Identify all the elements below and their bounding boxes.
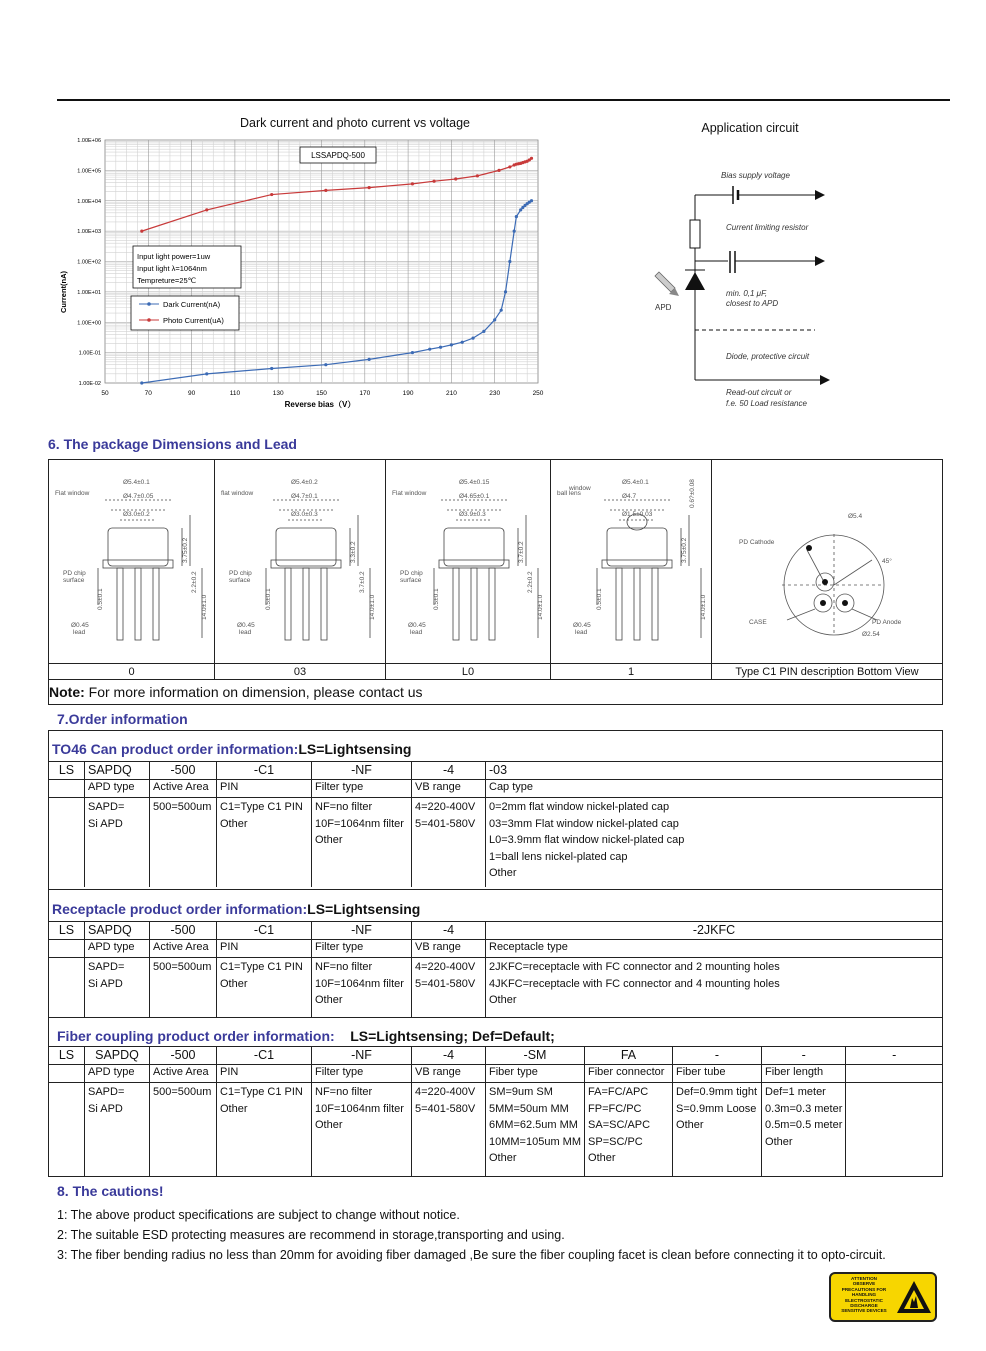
pkg-dim-chip-height: 2.2±0.2: [527, 571, 534, 593]
fiber-title: Fiber coupling product order information:: [57, 1028, 335, 1044]
pkg-dim-cap: Ø4.65±0.1: [459, 493, 490, 500]
y-tick-label: 1.00E+04: [77, 198, 101, 205]
dark-current-point: [519, 208, 522, 211]
x-tick-label: 230: [489, 390, 501, 397]
note-text: For more information on dimension, please contact us: [84, 684, 423, 700]
rec-code-nf: -NF: [312, 922, 412, 940]
fib-vb-2: 5=401-580V: [415, 1102, 476, 1115]
to46-header-active-area: Active Area: [150, 780, 217, 798]
y-tick-label: 1.00E+06: [77, 138, 101, 144]
fib-filter-3: Other: [315, 1119, 343, 1131]
pkg-dim-outer: Ø5.4±0.1: [123, 479, 150, 486]
rec-type-3: Other: [489, 994, 517, 1006]
fib-code-extra: -: [846, 1047, 943, 1065]
package-caption-1: 1: [551, 664, 712, 680]
fib-conn-1: FA=FC/APC: [588, 1086, 649, 1098]
condition-power: Input light power=1uw: [137, 252, 211, 261]
to46-cap-1: 0=2mm flat window nickel-plated cap: [489, 801, 670, 813]
to46-area-1: 500=500um: [153, 801, 212, 813]
chart-title: Dark current and photo current vs voltage: [240, 116, 470, 130]
fib-header-active-area: Active Area: [150, 1065, 217, 1083]
package-drawing-0: [49, 460, 215, 664]
to46-header-apd-type: APD type: [85, 780, 150, 798]
x-tick-label: 210: [445, 390, 457, 397]
to46-vb-1: 4=220-400V: [415, 801, 476, 813]
label-capacitor-1: min. 0,1 μF,: [726, 289, 768, 298]
photo-current-point: [140, 230, 143, 233]
esd-line-5: ELECTROSTATIC: [845, 1297, 883, 1303]
fib-area-1: 500=500um: [153, 1086, 212, 1098]
y-tick-label: 1.00E-01: [78, 350, 101, 357]
photo-current-point: [324, 189, 327, 192]
pkg-dim-flange: 0.5±0.1: [433, 588, 440, 610]
to46-header-vb-range: VB range: [412, 780, 486, 798]
dark-current-point: [140, 381, 143, 384]
pkg-dim-lead-length: 14.0±1.0: [369, 594, 376, 620]
to46-apd-2: Si APD: [88, 817, 123, 830]
pkg-surface-label: surface: [63, 577, 85, 584]
y-tick-label: 1.00E+02: [77, 259, 101, 266]
to46-header-cap-type: Cap type: [486, 780, 943, 798]
photo-current-point: [411, 182, 414, 185]
to46-cap-5: Other: [489, 867, 517, 879]
dark-photo-current-chart: [55, 132, 555, 412]
fib-header-apd-type: APD type: [85, 1065, 150, 1083]
esd-line-1: ATTENTION: [851, 1276, 877, 1281]
dark-current-point: [530, 199, 533, 202]
dark-current-point: [270, 367, 273, 370]
rec-area-1: 500=500um: [153, 961, 212, 973]
photo-current-point: [476, 174, 479, 177]
to46-code-sapdq: SAPDQ: [85, 762, 150, 780]
photo-current-point: [432, 180, 435, 183]
esd-line-6: DISCHARGE: [850, 1303, 878, 1309]
fib-code-4: -4: [412, 1047, 486, 1065]
rec-filter-3: Other: [315, 994, 343, 1006]
pkg-dim-outer: Ø5.4±0.2: [291, 479, 318, 486]
pkg-lead-label: lead: [73, 629, 86, 636]
label-capacitor-2: closest to APD: [726, 299, 779, 308]
pkg-surface-label: surface: [400, 577, 422, 584]
fib-header-filter-type: Filter type: [312, 1065, 412, 1083]
label-apd: APD: [655, 303, 672, 312]
pkg-dim-height: 3.3±0.2: [350, 541, 357, 563]
pkg-window-label: Flat window: [392, 490, 427, 497]
rec-code-2jkfc: -2JKFC: [486, 922, 943, 940]
pkg-dim-cap: Ø4.7: [622, 493, 637, 500]
fib-header-fiber-length: Fiber length: [762, 1065, 846, 1083]
rec-vb-2: 5=401-580V: [415, 977, 476, 990]
pkg-dim-window: Ø3.0±0.3: [291, 511, 318, 518]
to46-title-row: [52, 741, 412, 757]
fib-code-sapdq: SAPDQ: [85, 1047, 150, 1065]
application-circuit-title: Application circuit: [701, 121, 799, 135]
rec-vb-1: 4=220-400V: [415, 961, 476, 973]
receptacle-ls: LS=Lightsensing: [307, 901, 421, 917]
fib-apd-2: Si APD: [88, 1102, 123, 1115]
pkg-dim-window: Ø1.5±0.03: [622, 511, 653, 518]
caution-2: 2: The suitable ESD protecting measures are recommend in storage,transporting and using.: [57, 1228, 565, 1242]
pkg-dim-lead-length: 14.0±1.0: [537, 594, 544, 620]
rec-apd-1: SAPD=: [88, 961, 125, 973]
pkg-window-label: ball lens: [557, 490, 581, 497]
y-tick-label: 1.00E+01: [77, 289, 101, 296]
bottom-view-anode: PD Anode: [872, 619, 902, 626]
dark-current-point: [504, 290, 507, 293]
fib-length-4: Other: [765, 1135, 793, 1148]
pkg-dim-lens-height: 0.6?±0.08: [689, 479, 696, 508]
esd-hand-triangle-icon: [895, 1278, 933, 1316]
photo-current-point: [508, 165, 511, 168]
rec-apd-2: Si APD: [88, 977, 123, 990]
fib-code-c1: -C1: [217, 1047, 312, 1065]
y-tick-label: 1.00E+03: [77, 229, 101, 236]
fib-code-fa: FA: [585, 1047, 673, 1065]
rec-header-pin: PIN: [217, 940, 312, 958]
fib-apd-1: SAPD=: [88, 1086, 125, 1098]
model-box-label: LSSAPDQ-500: [311, 151, 365, 160]
fib-tube-3: Other: [676, 1119, 704, 1131]
dark-current-point: [439, 346, 442, 349]
to46-code-ls: LS: [49, 762, 85, 780]
y-tick-label: 1.00E-02: [78, 381, 101, 387]
label-bias-supply: Bias supply voltage: [721, 171, 790, 180]
header-rule: [57, 99, 950, 101]
rec-type-1: 2JKFC=receptacle with FC connector and 2 mounting holes: [489, 961, 780, 973]
rec-header-vb-range: VB range: [412, 940, 486, 958]
pkg-window-label-2: window: [569, 485, 591, 492]
fib-tube-1: Def=0.9mm tight: [676, 1086, 758, 1098]
esd-line-4: HANDLING: [851, 1292, 877, 1298]
dark-current-point: [508, 260, 511, 263]
pkg-window-label: flat window: [221, 490, 254, 497]
pkg-surface-label: surface: [229, 577, 251, 584]
fiber-ls: LS=Lightsensing; Def=Default;: [350, 1028, 555, 1044]
to46-code-c1: -C1: [217, 762, 312, 780]
pkg-dim-chip-height: 2.2±0.2: [191, 571, 198, 593]
rec-code-c1: -C1: [217, 922, 312, 940]
application-circuit-diagram: [645, 160, 865, 415]
bottom-view-cathode: PD Cathode: [739, 539, 775, 546]
fib-code-length: -: [762, 1047, 846, 1065]
pin-bottom-view: [712, 460, 943, 664]
fib-conn-5: Other: [588, 1152, 616, 1164]
fiber-order-table: [48, 1046, 943, 1177]
fib-type-3: 6MM=62.5um MM: [489, 1119, 578, 1131]
x-tick-label: 70: [144, 390, 152, 397]
rec-header-filter-type: Filter type: [312, 940, 412, 958]
dark-current-point: [513, 230, 516, 233]
to46-header-pin: PIN: [217, 780, 312, 798]
esd-warning-label: [829, 1272, 937, 1322]
pkg-dim-cap: Ø4.7±0.05: [123, 493, 154, 500]
package-caption-l0: L0: [386, 664, 551, 680]
dark-current-point: [411, 351, 414, 354]
pkg-lead-dia: Ø0.45: [408, 622, 426, 629]
to46-pin-1: C1=Type C1 PIN: [220, 801, 303, 813]
fib-type-1: SM=9um SM: [489, 1086, 553, 1098]
label-readout-1: Read-out circuit or: [726, 388, 792, 397]
receptacle-divider: [48, 889, 943, 890]
section-order-info-title: 7.Order information: [57, 711, 188, 727]
dark-current-point: [428, 348, 431, 351]
dark-current-point: [515, 215, 518, 218]
fib-length-2: 0.3m=0.3 meter: [765, 1102, 843, 1115]
dimension-note: [49, 680, 943, 705]
section-package-dimensions-title: 6. The package Dimensions and Lead: [48, 436, 297, 452]
pkg-dim-flange: 0.5±0.1: [97, 588, 104, 610]
legend-photo-current: Photo Current(uA): [163, 316, 224, 325]
to46-header-filter-type: Filter type: [312, 780, 412, 798]
receptacle-title-row: [52, 901, 420, 917]
rec-code-ls: LS: [49, 922, 85, 940]
x-tick-label: 170: [359, 390, 371, 397]
x-tick-label: 250: [532, 390, 544, 397]
to46-code-03: -03: [486, 762, 943, 780]
y-axis-label: Current(nA): [59, 270, 68, 314]
esd-line-7: SENSITIVE DEVICES: [841, 1308, 887, 1314]
condition-wavelength: Input light λ=1064nm: [137, 264, 207, 273]
package-drawing-l0: [386, 460, 551, 664]
dark-current-point: [471, 337, 474, 340]
photo-current-point: [454, 177, 457, 180]
x-tick-label: 90: [187, 390, 196, 397]
note-label: Note:: [49, 684, 85, 700]
pkg-dim-lead-length: 14.0±1.0: [700, 594, 707, 620]
photo-current-point: [205, 208, 208, 211]
pkg-lead-label: lead: [239, 629, 252, 636]
rec-filter-1: NF=no filter: [315, 961, 373, 973]
fiber-title-row: [57, 1028, 555, 1044]
fib-pin-1: C1=Type C1 PIN: [220, 1086, 303, 1098]
pkg-dim-flange: 0.5±0.1: [596, 588, 603, 610]
to46-code-4: -4: [412, 762, 486, 780]
dark-current-point: [450, 343, 453, 346]
pkg-lead-dia: Ø0.45: [237, 622, 255, 629]
to46-title: TO46 Can product order information:: [52, 741, 299, 757]
fib-filter-2: 10F=1064nm filter: [315, 1102, 404, 1115]
caution-3: 3: The fiber bending radius no less than 20mm for avoiding fiber damaged ,Be sure the fiber coupling facet is clean before connecting it to opto-circuit.: [57, 1248, 886, 1262]
pkg-dim-height: 3.7±0.2: [518, 541, 525, 563]
pkg-lead-dia: Ø0.45: [71, 622, 89, 629]
package-dimensions-table: [48, 459, 943, 705]
rec-type-2: 4JKFC=receptacle with FC connector and 4 mounting holes: [489, 977, 780, 990]
rec-header-apd-type: APD type: [85, 940, 150, 958]
package-drawing-1: [551, 460, 712, 664]
pkg-lead-label: lead: [410, 629, 423, 636]
fib-header-fiber-tube: Fiber tube: [673, 1065, 762, 1083]
condition-temperature: Tempreture=25℃: [137, 276, 197, 285]
esd-line-2: OBSERVE: [852, 1281, 876, 1287]
rec-code-4: -4: [412, 922, 486, 940]
dark-current-point: [461, 341, 464, 344]
to46-order-table: [48, 761, 943, 887]
pkg-chip-label: PD chip: [400, 570, 423, 577]
fib-code-sm: -SM: [486, 1047, 585, 1065]
fib-type-4: 10MM=105um MM: [489, 1135, 582, 1148]
to46-filter-3: Other: [315, 834, 343, 846]
y-tick-label: 1.00E+05: [77, 168, 101, 175]
section-cautions-title: 8. The cautions!: [57, 1183, 164, 1199]
fiber-divider: [48, 1017, 943, 1018]
fib-filter-1: NF=no filter: [315, 1086, 373, 1098]
light-arrow-icon: [655, 272, 675, 292]
fib-header-vb-range: VB range: [412, 1065, 486, 1083]
rec-header-receptacle-type: Receptacle type: [486, 940, 943, 958]
fib-code-ls: LS: [49, 1047, 85, 1065]
fib-code-tube: -: [673, 1047, 762, 1065]
label-readout-2: f.e. 50 Load resistance: [726, 399, 807, 408]
pkg-dim-height: 3.75±0.2: [681, 537, 688, 563]
to46-code-500: -500: [150, 762, 217, 780]
fib-header-fiber-type: Fiber type: [486, 1065, 585, 1083]
to46-vb-2: 5=401-580V: [415, 817, 476, 830]
dark-current-point: [205, 372, 208, 375]
fib-vb-1: 4=220-400V: [415, 1086, 476, 1098]
fib-header-pin: PIN: [217, 1065, 312, 1083]
pkg-dim-window: Ø3.0±0.2: [123, 511, 150, 518]
receptacle-order-table: [48, 921, 943, 1017]
dark-current-point: [324, 363, 327, 366]
package-caption-0: 0: [49, 664, 215, 680]
cautions-list: [57, 1205, 886, 1265]
pkg-dim-outer: Ø5.4±0.15: [459, 479, 490, 486]
rec-pin-2: Other: [220, 977, 248, 990]
pkg-window-label: Flat window: [55, 490, 90, 497]
label-current-resistor: Current limiting resistor: [726, 223, 809, 232]
rec-filter-2: 10F=1064nm filter: [315, 977, 404, 990]
package-drawing-03: [215, 460, 386, 664]
to46-filter-2: 10F=1064nm filter: [315, 817, 404, 830]
pkg-dim-flange: 0.5±0.1: [265, 588, 272, 610]
fib-length-3: 0.5m=0.5 meter: [765, 1119, 843, 1131]
receptacle-title: Receptacle product order information:: [52, 901, 308, 917]
pkg-dim-lead-length: 14.0±1.0: [201, 594, 208, 620]
to46-pin-2: Other: [220, 817, 248, 830]
bottom-view-pitch: Ø2.54: [862, 631, 880, 638]
package-caption-03: 03: [215, 664, 386, 680]
fib-conn-4: SP=SC/PC: [588, 1135, 643, 1148]
x-tick-label: 50: [101, 390, 109, 397]
to46-cap-3: L0=3.9mm flat window nickel-plated cap: [489, 834, 685, 846]
fib-length-1: Def=1 meter: [765, 1086, 826, 1098]
fib-conn-2: FP=FC/PC: [588, 1102, 642, 1115]
fib-code-nf: -NF: [312, 1047, 412, 1065]
dark-current-point: [493, 318, 496, 321]
pkg-dim-chip-height: 3.7±0.2: [359, 571, 366, 593]
pkg-dim-height: 3.75±0.2: [182, 537, 189, 563]
caution-1: 1: The above product specifications are subject to change without notice.: [57, 1208, 460, 1222]
to46-code-nf: -NF: [312, 762, 412, 780]
y-tick-label: 1.00E+00: [77, 320, 101, 327]
fib-type-2: 5MM=50um MM: [489, 1102, 569, 1115]
dark-current-point: [368, 358, 371, 361]
x-axis-label: Reverse bias（V）: [284, 400, 356, 409]
bottom-view-diameter: Ø5.4: [848, 513, 863, 520]
package-caption-pin: Type C1 PIN description Bottom View: [712, 664, 943, 680]
photo-current-point: [497, 169, 500, 172]
fib-type-5: Other: [489, 1152, 517, 1164]
to46-cap-2: 03=3mm Flat window nickel-plated cap: [489, 817, 679, 830]
to46-apd-1: SAPD=: [88, 801, 125, 813]
dark-current-point: [482, 330, 485, 333]
pkg-dim-window: Ø3.9±0.3: [459, 511, 486, 518]
apd-diode-icon: [685, 272, 705, 290]
to46-cap-4: 1=ball lens nickel-plated cap: [489, 850, 628, 863]
fib-conn-3: SA=SC/APC: [588, 1119, 651, 1131]
to46-filter-1: NF=no filter: [315, 801, 373, 813]
fib-code-500: -500: [150, 1047, 217, 1065]
pkg-chip-label: PD chip: [229, 570, 252, 577]
pkg-lead-label: lead: [575, 629, 588, 636]
bottom-view-case: CASE: [749, 619, 767, 626]
fib-header-fiber-connector: Fiber connector: [585, 1065, 673, 1083]
pkg-chip-label: PD chip: [63, 570, 86, 577]
photo-current-point: [530, 157, 533, 160]
rec-pin-1: C1=Type C1 PIN: [220, 961, 303, 973]
fib-pin-2: Other: [220, 1102, 248, 1115]
legend-dark-current: Dark Current(nA): [163, 300, 221, 309]
x-tick-label: 110: [229, 390, 241, 397]
to46-ls: LS=Lightsensing: [298, 741, 412, 757]
rec-header-active-area: Active Area: [150, 940, 217, 958]
dark-current-point: [500, 309, 503, 312]
x-tick-label: 130: [272, 390, 284, 397]
pkg-lead-dia: Ø0.45: [573, 622, 591, 629]
photo-current-point: [270, 193, 273, 196]
photo-current-point: [368, 186, 371, 189]
fib-tube-2: S=0.9mm Loose: [676, 1102, 757, 1115]
bottom-view-angle: 45°: [882, 558, 892, 565]
label-diode-circuit: Diode, protective circuit: [726, 352, 810, 361]
rec-code-sapdq: SAPDQ: [85, 922, 150, 940]
x-tick-label: 190: [402, 390, 414, 397]
pkg-dim-outer: Ø5.4±0.1: [622, 479, 649, 486]
esd-line-3: PRECAUTIONS FOR: [841, 1286, 887, 1292]
x-tick-label: 150: [316, 390, 327, 397]
rec-code-500: -500: [150, 922, 217, 940]
pkg-dim-cap: Ø4.7±0.1: [291, 493, 318, 500]
